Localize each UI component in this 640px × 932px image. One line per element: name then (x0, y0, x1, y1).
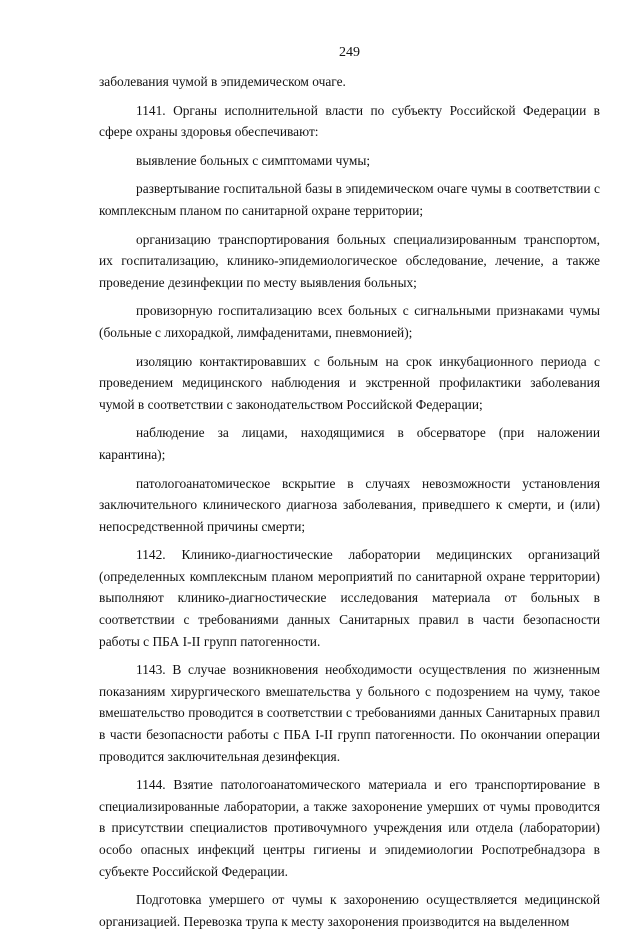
paragraph-1141: 1141. Органы исполнительной власти по субъекту Российской Федерации в сфере охраны здоровья обеспечивают: (99, 102, 600, 140)
paragraph-item: наблюдение за лицами, находящимися в обсерваторе (при наложении карантина); (99, 425, 600, 462)
paragraph-1142: 1142. Клинико-диагностические лаборатории медицинских организаций (определенных комплексным планом мероприятий по санитарной охране территории) выполняют клинико-диагностические исследования материала от больных в соответствии с требованиями данных Санитарных правил в части безопасности работы с ПБА I-II групп патогенности. (99, 547, 600, 649)
paragraph-1143: 1143. В случае возникновения необходимости осуществления по жизненным показаниям хирургического вмешательства у больного с подозрением на чуму, такое вмешательство проводится в соответствии с требованиями данных Санитарных правил в части безопасности работы с ПБА I-II групп патогенности. По окончании операции проводится заключительная дезинфекция. (99, 662, 600, 764)
paragraph-item: провизорную госпитализацию всех больных с сигнальными признаками чумы (больные с лихорадкой, лимфаденитами, пневмонией); (99, 303, 600, 340)
paragraph-burial-preparation: Подготовка умершего от чумы к захоронению осуществляется медицинской организацией. Перевозка трупа к месту захоронения производится на выделенном (99, 892, 600, 929)
paragraph-1144: 1144. Взятие патологоанатомического материала и его транспортирование в специализированные лаборатории, а также захоронение умерших от чумы проводится в присутствии специалистов противочумного учреждения или отдела (лаборатории) особо опасных инфекций центры гигиены и эпидемиологии Роспотребнадзора в субъекте Российской Федерации. (99, 777, 600, 879)
paragraph-item: организацию транспортирования больных специализированным транспортом, их госпитализацию, клинико-эпидемиологическое обследование, лечение, а также проведение дезинфекции по месту выявления больных; (99, 231, 600, 290)
paragraph-item: выявление больных с симптомами чумы; (136, 152, 371, 168)
paragraph-item: изоляцию контактировавших с больным на срок инкубационного периода с проведением медицинского наблюдения и экстренной профилактики заболевания чумой в соответствии с законодательством Российской Федерации; (99, 353, 600, 412)
page-number: 249 (339, 45, 360, 60)
paragraph-item: развертывание госпитальной базы в эпидемическом очаге чумы в соответствии с комплексным планом по санитарной охране территории; (99, 181, 600, 218)
paragraph-continuation: заболевания чумой в эпидемическом очаге. (99, 74, 346, 89)
paragraph-item: патологоанатомическое вскрытие в случаях невозможности установления заключительного клинического диагноза заболевания, приведшего к смерти, и (или) непосредственной причины смерти; (99, 475, 600, 534)
